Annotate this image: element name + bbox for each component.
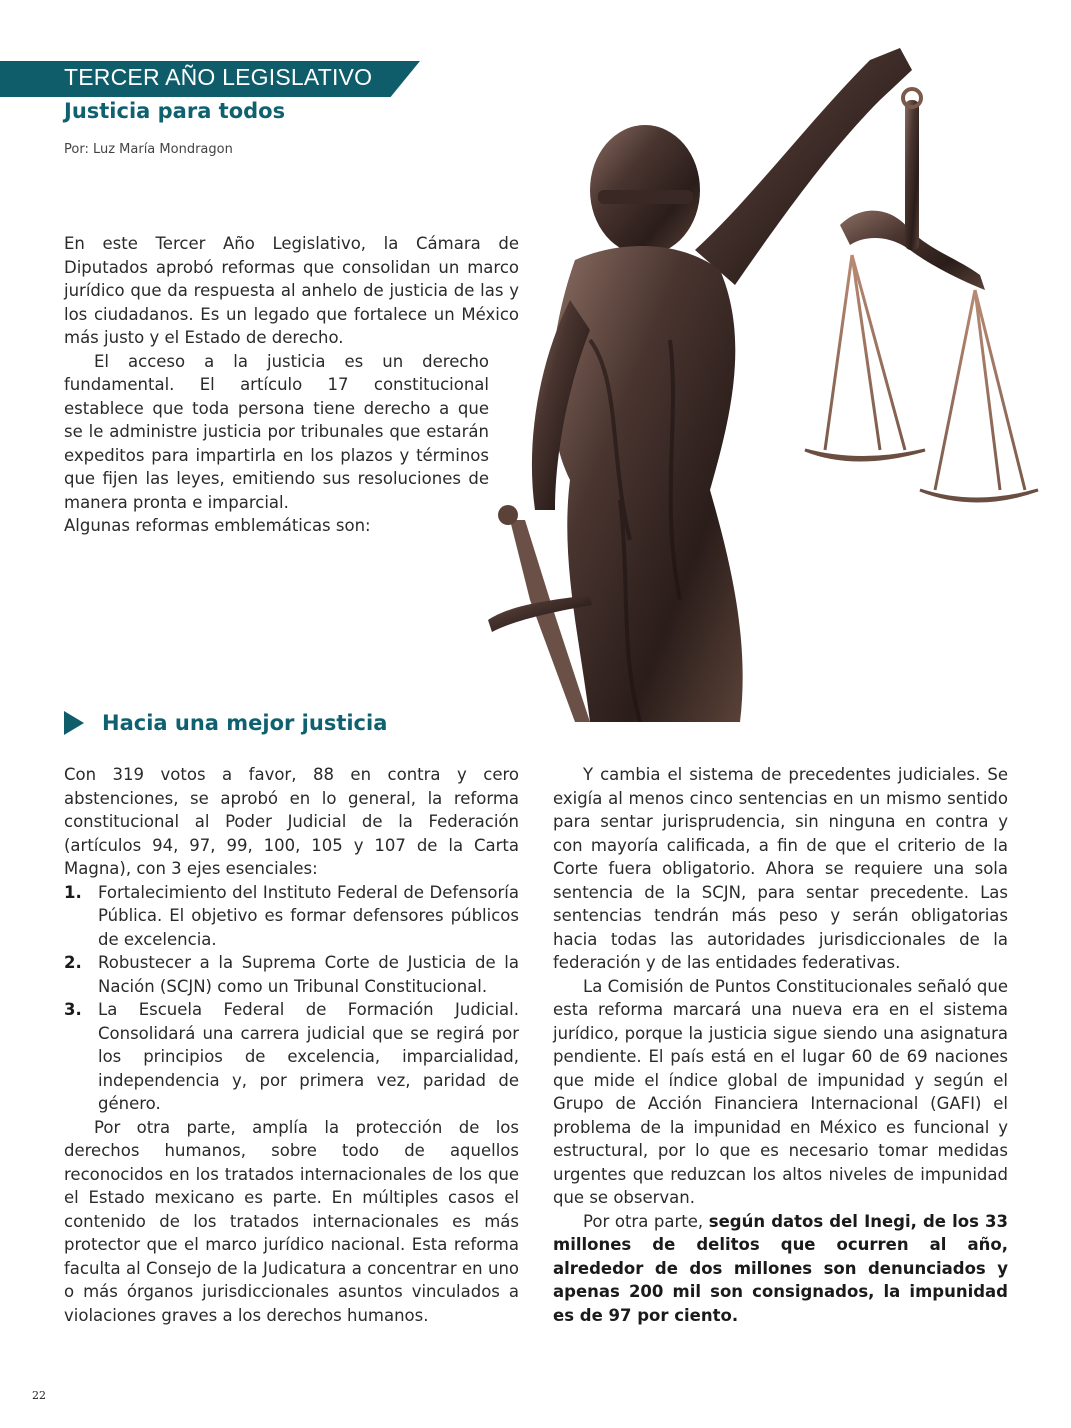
list-text: La Escuela Federal de Formación Judicial. Consolidará una carrera judicial que se regirá por los principios de excelencia, imparcialidad, independencia y, por primera vez, paridad de género. bbox=[98, 1000, 519, 1113]
left-paragraph-2: Por otra parte, amplía la protección de los derechos humanos, sobre todo de aquellos reconocidos en los tratados internacionales de los que el Estado mexicano es parte. En múltiples casos el contenido de los tratados internacionales es más protector que el marco jurídico nacional. Esta reforma faculta al Consejo de la Judicatura a concentrar en uno o más órganos jurisdiccionales asuntos vinculados a violaciones graves a los derechos humanos. bbox=[64, 1117, 519, 1325]
section-heading-text: Hacia una mejor justicia bbox=[102, 711, 388, 735]
intro-text bbox=[64, 232, 519, 538]
banner-title: TERCER AÑO LEGISLATIVO bbox=[64, 64, 373, 90]
right-paragraph-3 bbox=[553, 1210, 1008, 1328]
list-number: 3. bbox=[64, 1000, 82, 1019]
list-item bbox=[64, 951, 519, 998]
intro-paragraph-1: En este Tercer Año Legislativo, la Cámara de Diputados aprobó reformas que consolidan un marco jurídico que da respuesta al anhelo de justicia de las y los ciudadanos. Es un legado que fortalece un México más justo y el Estado de derecho. bbox=[64, 234, 519, 347]
right-paragraph-1: Y cambia el sistema de precedentes judiciales. Se exigía al menos cinco sentencias en un mismo sentido para sentar jurisprudencia, sin ninguna en contra y con mayoría calificada, a fin de que el criterio de la Corte fuera obligatorio. Ahora se requiere una sola sentencia de la SCJN, para sentar precedente. Las sentencias tendrán más peso y serán obligatorias hacia todas las autoridades jurisdiccionales de la federación y de las entidades federativas. bbox=[553, 765, 1008, 972]
list-text: Robustecer a la Suprema Corte de Justicia de la Nación (SCJN) como un Tribunal Constitucional. bbox=[98, 953, 519, 996]
intro-paragraph-3: Algunas reformas emblemáticas son: bbox=[64, 516, 371, 535]
section-heading bbox=[64, 708, 387, 738]
intro-paragraph-2: El acceso a la justicia es un derecho fundamental. El artículo 17 constitucional establece que toda persona tiene derecho a que se le administre justicia por tribunales que estarán expeditos para impartirla en los plazos y términos que fijen las leyes, emitiendo sus resoluciones de manera pronta e imparcial. bbox=[64, 351, 489, 512]
list-text: Fortalecimiento del Instituto Federal de Defensoría Pública. El objetivo es formar defensores públicos de excelencia. bbox=[98, 882, 519, 949]
lady-justice-statue-image bbox=[480, 40, 1045, 722]
triangle-bullet-icon bbox=[64, 711, 84, 735]
right-paragraph-3-lead: Por otra parte, bbox=[583, 1211, 709, 1231]
reforms-list bbox=[64, 881, 519, 1116]
list-item bbox=[64, 881, 519, 952]
list-number: 1. bbox=[64, 882, 82, 902]
highlighted-statistic: según datos del Inegi, de los 33 millones de delitos que ocurren al año, alrededor de dos millones son denunciados y apenas 200 mil son consignados, la impunidad es de 97 por ciento. bbox=[553, 1211, 1008, 1325]
page-number: 22 bbox=[32, 1389, 46, 1402]
list-item bbox=[64, 998, 519, 1116]
right-column bbox=[553, 763, 1008, 1327]
byline: Por: Luz María Mondragon bbox=[64, 142, 233, 157]
left-column bbox=[64, 763, 519, 1327]
list-number: 2. bbox=[64, 953, 82, 972]
left-paragraph-1: Con 319 votos a favor, 88 en contra y cero abstenciones, se aprobó en lo general, la reforma constitucional al Poder Judicial de la Federación (artículos 94, 97, 99, 100, 105 y 107 de la Carta Magna), con 3 ejes esenciales: bbox=[64, 765, 519, 878]
article-title: Justicia para todos bbox=[64, 99, 286, 123]
right-paragraph-2: La Comisión de Puntos Constitucionales señaló que esta reforma marcará una nueva era en el sistema jurídico, porque la justicia sigue siendo una asignatura pendiente. El país está en el lugar 60 de 69 naciones que mide el índice global de impunidad y según el Grupo de Acción Financiera Internacional (GAFI) el problema de la impunidad en México es funcional y estructural, por lo que es necesario tomar medidas urgentes que reduzcan los altos niveles de impunidad que se observan. bbox=[553, 976, 1008, 1207]
